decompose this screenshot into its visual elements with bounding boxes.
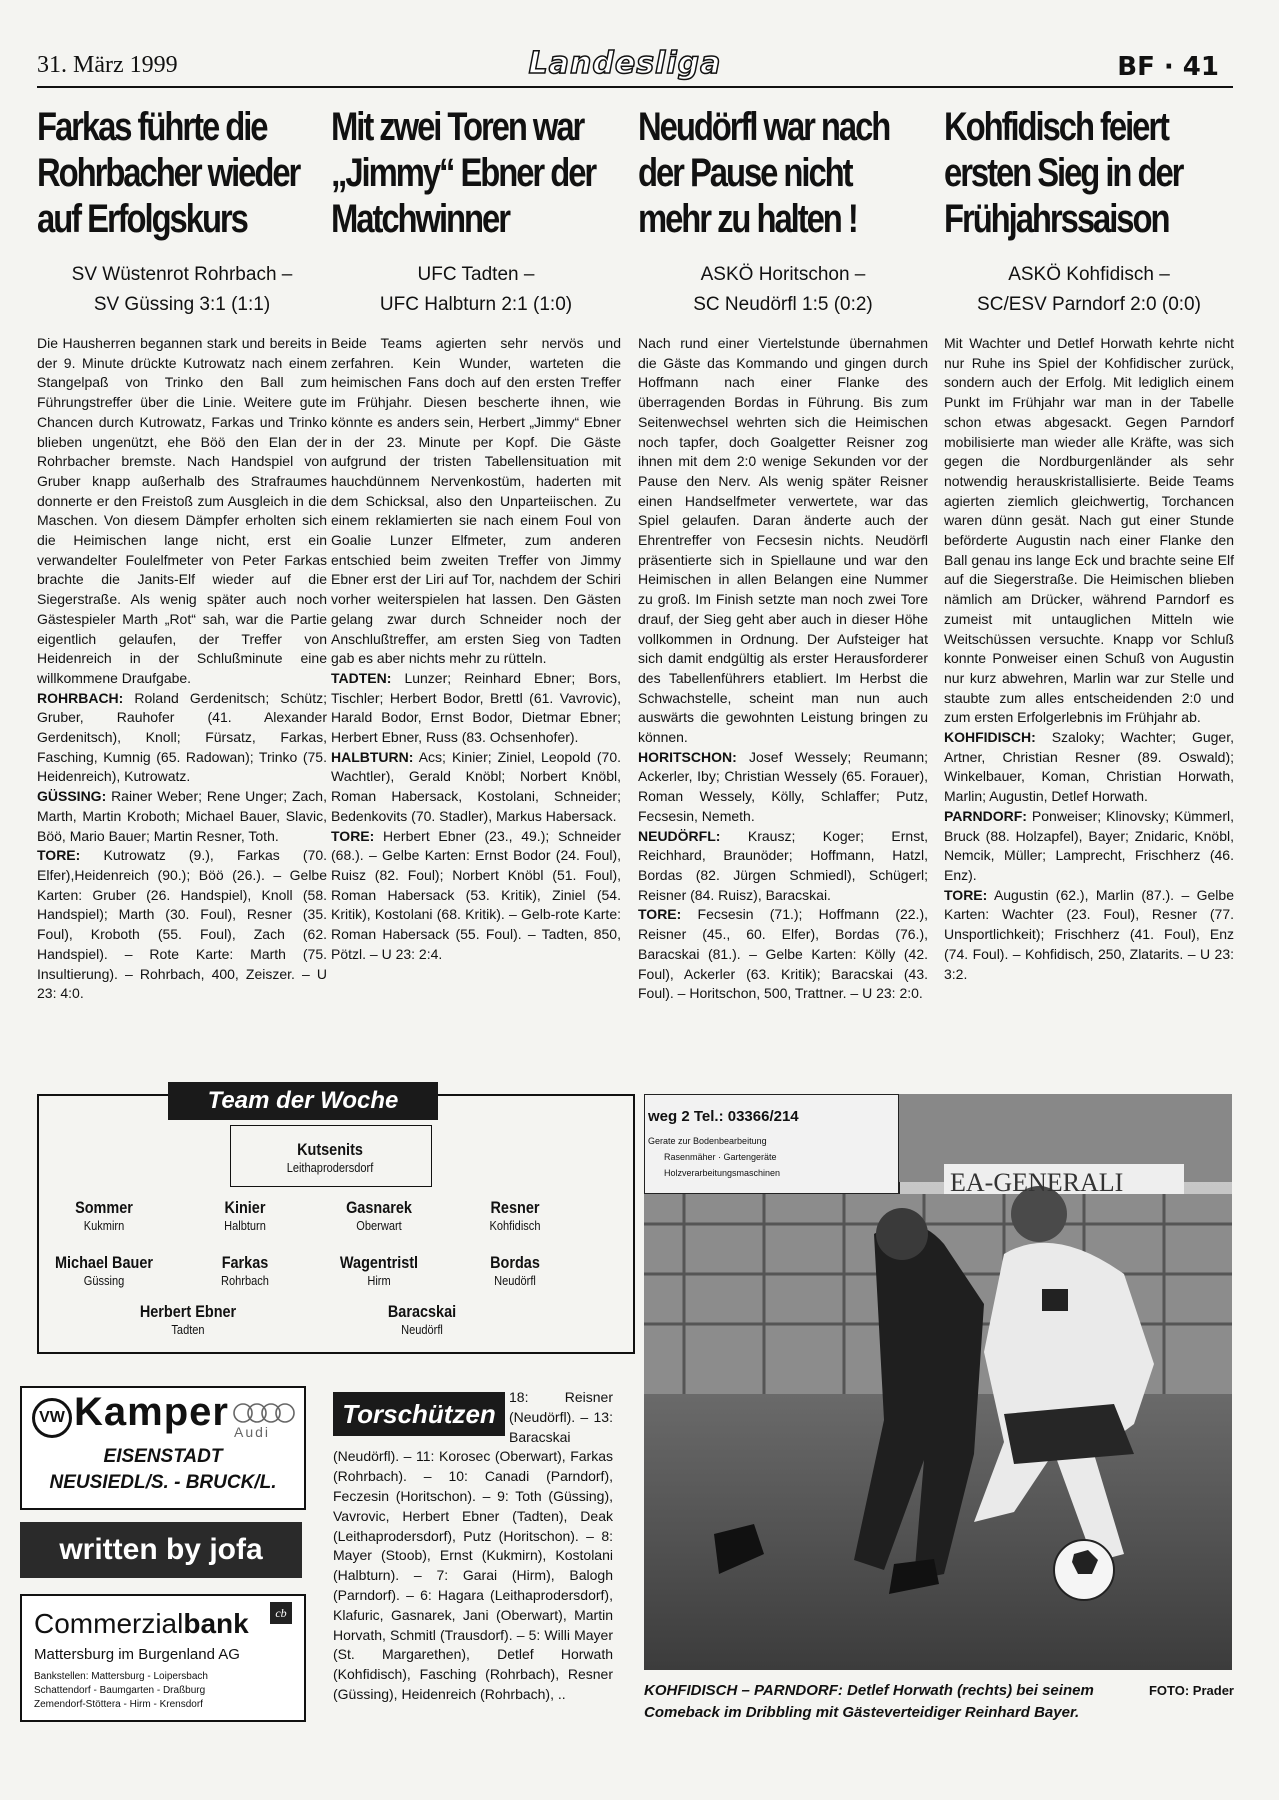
player-name: Michael Bauer [55,1253,153,1272]
commerzialbank-ad[interactable] [20,1594,306,1722]
photo-credit: FOTO: Prader [1148,1683,1234,1698]
scorers-list [333,1388,613,1705]
player-club: Kohfidisch [489,1218,541,1233]
player-name: Herbert Ebner [139,1302,237,1321]
match-stats-text: Augustin (62.), Marlin (87.). – Gelbe Karten: Wachter (23. Foul), Resner (77. Unsportlichkeit); Frischherz (41. Foul), Enz (74. Foul). – Kohfidisch, 250, Zlatarits. – U 23: 3:2. [944,886,1234,982]
audi-rings-icon [232,1402,298,1424]
kamper-branches: NEUSIEDL/S. - BRUCK/L. [49,1472,277,1493]
match-stats-text: Kutrowatz (9.), Farkas (70. Elfer),Heidenreich (90.); Böö (26.). – Gelbe Karten: Gruber (26. Handspiel), Knoll (58. Handspiel); Marth (30. Foul), Resner (35. Foul), Kroboth (55. Foul), Zach (62. Handspiel). – Rote Karte: Marth (75. Insultierung). – Rohrbach, 400, Zeiszer. – U 23: 4:0. [37,847,328,1002]
article-body [944,334,1234,984]
player-name: Kutsenits [297,1140,363,1159]
bank-branches-line: Zemendorf-Stöttera - Hirm - Krensdorf [34,1699,203,1710]
match-score: UFC Halbturn 2:1 (1:0) [379,294,573,315]
player-name: Farkas [221,1253,269,1272]
match-stats-label: TORE: [638,906,682,923]
lineup-home-text: Roland Gerdenitsch; Schütz; Gruber, Rauhofer (41. Alexander Gerdenitsch), Knoll; Fürsatz, Farkas, Fasching, Kumnig (65. Radowan); Trinko (75. Heidenreich), Kutrowatz. [37,689,327,785]
lineup-away-label: GÜSSING: [37,788,107,805]
player-club: Tadten [171,1322,205,1337]
player-club: Hirm [367,1273,391,1288]
lineup-away-label: PARNDORF: [944,807,1027,824]
player-name: Gasnarek [346,1198,412,1217]
lineup-away [638,827,928,906]
sign-line: Holzverarbeitungsmaschinen [664,1168,781,1178]
match-teams: ASKÖ Horitschon – [700,264,866,285]
match-score: SC Neudörfl 1:5 (0:2) [693,294,873,315]
scorers-title-spacer [333,1388,509,1436]
lineup-away [37,787,327,846]
article-kohfidisch [944,104,1234,984]
player-club: Güssing [83,1273,125,1288]
match-teams: SV Wüstenrot Rohrbach – [71,264,293,285]
scorers-text: 18: Reisner (Neudörfl). – 13: Baracskai (Neudörfl). – 11: Korosec (Oberwart), Farkas (Rohrbach). – 10: Canadi (Parndorf), Feczesin (Horitschon). – 9: Toth (Güssing), Vavrovic, Herbert Ebner (Tadten), Deak (Leithaprodersdorf), Putz (Horitschon). – 8: Mayer (Stoob), Ernst (Kukmirn), Kostolani (Halbturn). – 7: Garai (Hirm), Balogh (Parndorf). – 6: Hagara (Leithaprodersdorf), Klafuric, Gasnarek, Jani (Oberwart), Martin Horvath, Schmitl (Trausdorf). – 5: Willi Mayer (St. Margarethen), Detlef Horwath (Kohfidisch), Fasching (Rohrbach), Resner (Güssing), Heidenreich (Rohrbach), .. [333,1389,613,1702]
player-card [108,1302,268,1337]
article-body [638,334,928,1004]
lineup-away [944,807,1234,886]
lineup-home [944,728,1234,807]
article-text: Mit Wachter und Detlef Horwath kehrte nicht nur Ruhe ins Spiel der Kohfidischer zurück, sondern auch der Erfolg. Mit lediglich einem Punkt im Frühjahr war man in der Tabelle schon etwas abgesackt. Gegen Parndorf mobilisierte man wieder alle Kräfte, was sich gegen die Nordburgenländer als sehr notwendig herauskristallisierte. Beide Teams agierten ziemlich gleichwertig, Torchancen waren dünn gesät. Nach gut einer Stunde beförderte Augustin nach einer Flanke den Ball genau ins lange Eck und brachte seine Elf auf die Siegerstraße. Die Heimischen blieben nämlich am Drücker, während Parndorf es zumeist mit untauglichen Mitteln wie Weitschüssen versuchte. Knapp vor Schluß konnte Ponweiser einen Schuß von Augustin nur kurz abwehren, Marlin war zur Stelle und staubte zum alles entscheidenden 2:0 und zum ersten Erfolgerlebnis im Frühjahr ab. [944,335,1234,726]
bank-branches-line: Schattendorf - Baumgarten - Draßburg [34,1685,206,1696]
kamper-city: EISENSTADT [103,1446,223,1467]
match-stats [331,827,621,965]
lineup-away-text: Acs; Kinier; Ziniel, Leopold (70. Wachtler), Gerald Knöbl; Norbert Knöbl, Roman Habersack, Kostolani, Schneider; Bedenkovits (70. Stadler), Markus Habersack. [331,748,622,824]
lineup-away-text: Rainer Weber; Rene Unger; Zach, Marth, Martin Kroboth; Michael Bauer, Slavic, Böö, Mario Bauer; Martin Resner, Toth. [37,788,327,844]
article-horitschon [638,104,928,1004]
article-rohrbach [37,104,327,1004]
lineup-home-label: TADTEN: [331,669,392,686]
match-stats [638,905,928,1004]
article-text: Die Hausherren begannen stark und bereits in der 9. Minute drückte Kutrowatz nach einem Stangelpaß von Trinko den Ball zum Führungstreffer über die Linie. Weitere gute Chancen durch Kutrowatz, Farkas und Trinko blieben ungenützt, ehe Böö den Elan der Rohrbacher bremste. Nach Handspiel von Gruber knapp außerhalb des Strafraumes donnerte er den Freistoß zum Ausgleich in die Maschen. Von diesem Dämpfer erholten sich die Heimischen lange nicht, erst ein verwandelter Foulelfmeter von Peter Farkas brachte die Janits-Elf wieder auf die Siegerstraße. Als wenig später auch noch Gästespieler Marth „Rot“ sah, war die Partie eigentlich gelaufen, der Treffer von Heidenreich in der Schlußminute eine willkommene Draufgabe. [37,335,327,686]
player-name: Bordas [490,1253,540,1272]
kamper-ad[interactable] [20,1386,306,1510]
bank-branches [34,1670,208,1712]
player-name: Baracskai [387,1302,457,1321]
lineup-home-text: Lunzer; Reinhard Ebner; Bors, Tischler; Herbert Bodor, Brettl (61. Vavrovic), Harald Bodor, Ernst Bodor, Dietmar Ebner; Herbert Ebner, Russ (83. Ochsenhofer). [331,669,622,746]
player-card [24,1253,184,1288]
kamper-name: Kamper [74,1390,229,1434]
sponsor-banner: EA-GENERALI [950,1168,1124,1197]
article-tadten [331,104,621,965]
article-body [331,334,621,965]
lineup-home [331,669,621,748]
match-stats-label: TORE: [331,827,375,844]
match-photo-image [644,1094,1232,1670]
player-club: Oberwart [356,1218,402,1233]
match-info [944,260,1234,320]
bank-logo-icon: cb [270,1602,292,1624]
vw-logo-icon: VW [32,1398,72,1438]
lineup-home-text: Josef Wessely; Reumann; Ackerler, Iby; Christian Wessely (65. Forauer), Roman Wessely, Kölly, Schlaffer; Putz, Fecsesin, Nemeth. [638,748,929,824]
team-of-week-title: Team der Woche [168,1082,438,1120]
match-stats [37,846,327,1004]
photo-caption [644,1680,1234,1724]
article-headline: Kohfidisch feiert ersten Sieg in der Frühjahrssaison [944,105,1183,241]
sign-address: weg 2 Tel.: 03366/214 [648,1108,799,1125]
player-name: Wagentristl [339,1253,419,1272]
photo-caption-text: KOHFIDISCH – PARNDORF: Detlef Horwath (rechts) bei seinem Comeback im Dribbling mit Gästeverteidiger Reinhard Bayer. [644,1682,1094,1721]
sign-line: Rasenmäher · Gartengeräte [664,1152,777,1162]
match-teams: ASKÖ Kohfidisch – [1008,264,1170,285]
bank-branches-line: Bankstellen: Mattersburg - Loipersbach [34,1671,208,1682]
bank-name [34,1608,249,1640]
lineup-home [638,748,928,827]
lineup-home-label: HORITSCHON: [638,748,737,765]
page-number: BF · 41 [1117,52,1219,82]
player-card [230,1140,430,1175]
match-photo [644,1094,1232,1670]
article-text: Nach rund einer Viertelstunde übernahmen die Gäste das Kommando und gingen durch Hoffmann nach einer Flanke des überragenden Bordas in Führung. Bis zum Seitenwechsel wehrten sich die Heimischen noch tapfer, doch Goalgetter Reisner zog ihnen mit dem 2:0 wenige Sekunden vor der Pause den Nerv. Als wenig später Reisner einen Handselfmeter verwertete, war das Spiel gelaufen. Daran änderte auch der Ehrentreffer von Fecsesin nichts. Neudörfl präsentierte sich in Spiellaune und war den Heimischen in allen Belangen eine Nummer zu groß. Im Finish setzte man noch zwei Tore drauf, der Sieg geht aber auch in dieser Höhe vollkommen in Ordnung. Der Aufsteiger hat sich damit endgültig als erster Herausforderer des Tabellenführers etabliert. Im Herbst die Schwachstelle, scheint man nun auch auswärts die gewohnten Leistung bringen zu können. [638,335,928,746]
match-stats [944,886,1234,985]
match-stats-text: Fecsesin (71.); Hoffmann (22.), Reisner (45., 60. Elfer), Bordas (76.), Baracskai (81.). – Gelbe Karten: Kölly (42. Foul), Ackerler (63. Kritik); Baracskai (43. Foul). – Horitschon, 500, Trattner. – U 23: 2:0. [638,906,928,1002]
player-card [342,1302,502,1337]
match-score: SV Güssing 3:1 (1:1) [93,294,271,315]
player-club: Neudörfl [401,1322,443,1337]
player-card [435,1198,595,1233]
player-card [435,1253,595,1288]
match-info [331,260,621,320]
player-club: Kukmirn [83,1218,125,1233]
section-logo: Landesliga [528,46,722,81]
player-club: Neudörfl [494,1273,536,1288]
lineup-away-label: NEUDÖRFL: [638,827,721,844]
player-name: Resner [490,1198,540,1217]
match-stats-label: TORE: [944,886,988,903]
match-teams: UFC Tadten – [417,264,535,285]
lineup-away-label: HALBTURN: [331,748,414,765]
player-card [24,1198,184,1233]
article-headline: Mit zwei Toren war „Jimmy“ Ebner der Matchwinner [331,105,596,241]
issue-date: 31. März 1999 [37,52,178,78]
match-stats-text: Herbert Ebner (23., 49.); Schneider (68.). – Gelbe Karten: Ernst Bodor (24. Foul), Ruisz (82. Foul); Norbert Knöbl (51. Foul), Roman Habersack (53. Kritik), Ziniel (54. Kritik), Kostolani (68. Kritik). – Gelb-rote Karte: Roman Habersack (55. Foul). – Tadten, 850, Pötzl. – U 23: 2:4. [331,827,621,962]
lineup-away-text: Krausz; Koger; Ernst, Reichhard, Braunöder; Hoffmann, Hatzl, Bordas (82. Jürgen Schmiedl), Schügerl; Reisner (84. Ruisz), Baracskai. [638,827,929,903]
audi-brand: Audi [234,1424,271,1440]
lineup-home [37,689,327,788]
player-name: Sommer [75,1198,133,1217]
article-headline: Farkas führte die Rohrbacher wieder auf Erfolgskurs [37,105,300,241]
player-club: Leithaprodersdorf [286,1160,374,1175]
header-rule [37,86,1233,88]
bank-subtitle: Mattersburg im Burgenland AG [34,1646,240,1663]
match-stats-label: TORE: [37,847,81,864]
match-info [638,260,928,320]
match-info [37,260,327,320]
lineup-away [331,748,621,827]
article-body [37,334,327,1004]
jofa-ad: written by jofa [20,1522,302,1578]
lineup-away-text: Ponweiser; Klinovsky; Kümmerl, Bruck (88. Holzapfel), Bayer; Znidaric, Knöbl, Nemcik, Müller; Lamprecht, Frischherz (46. Enz). [944,807,1234,883]
bank-name-part2: bank [183,1608,249,1639]
player-club: Rohrbach [221,1273,269,1288]
match-score: SC/ESV Parndorf 2:0 (0:0) [977,294,1201,315]
lineup-home-label: ROHRBACH: [37,689,124,706]
lineup-home-label: KOHFIDISCH: [944,729,1036,746]
bank-name-part1: Commerzial [34,1608,184,1639]
lineup-home-text: Szaloky; Wachter; Guger, Artner, Christian Resner (89. Oswald); Winkelbauer, Koman, Christian Horwath, Marlin; Augustin, Detlef Horwath. [944,729,1235,805]
scorers-title: Torschützen [333,1392,505,1436]
article-headline: Neudörfl war nach der Pause nicht mehr zu halten ! [638,105,890,241]
sign-line: Gerate zur Bodenbearbeitung [648,1136,767,1146]
player-name: Kinier [224,1198,266,1217]
player-club: Halbturn [224,1218,266,1233]
article-text: Beide Teams agierten sehr nervös und zerfahren. Kein Wunder, warteten die heimischen Fans doch auf den ersten Treffer im Frühjahr. Diesen bescherte ihnen, wie könnte es anders sein, Herbert „Jimmy“ Ebner in der 23. Minute per Kopf. Die Gäste aufgrund der tristen Tabellensituation mit hauchdünnem Nervenkostüm, haderten mit dem Schicksal, also den Unparteiischen. Zu einem reklamierten sie nach einem Foul von Goalie Lunzer Elfmeter, zum anderen entschied beim zweiten Treffer von Jimmy Ebner erst der Liri auf Tor, nachdem der Schiri vorher weiterspielen hat lassen. Den Gästen gelang zwar durch Schneider noch der Anschlußtreffer, am ersten Sieg von Tadten gab es aber nichts mehr zu rütteln. [331,335,621,667]
